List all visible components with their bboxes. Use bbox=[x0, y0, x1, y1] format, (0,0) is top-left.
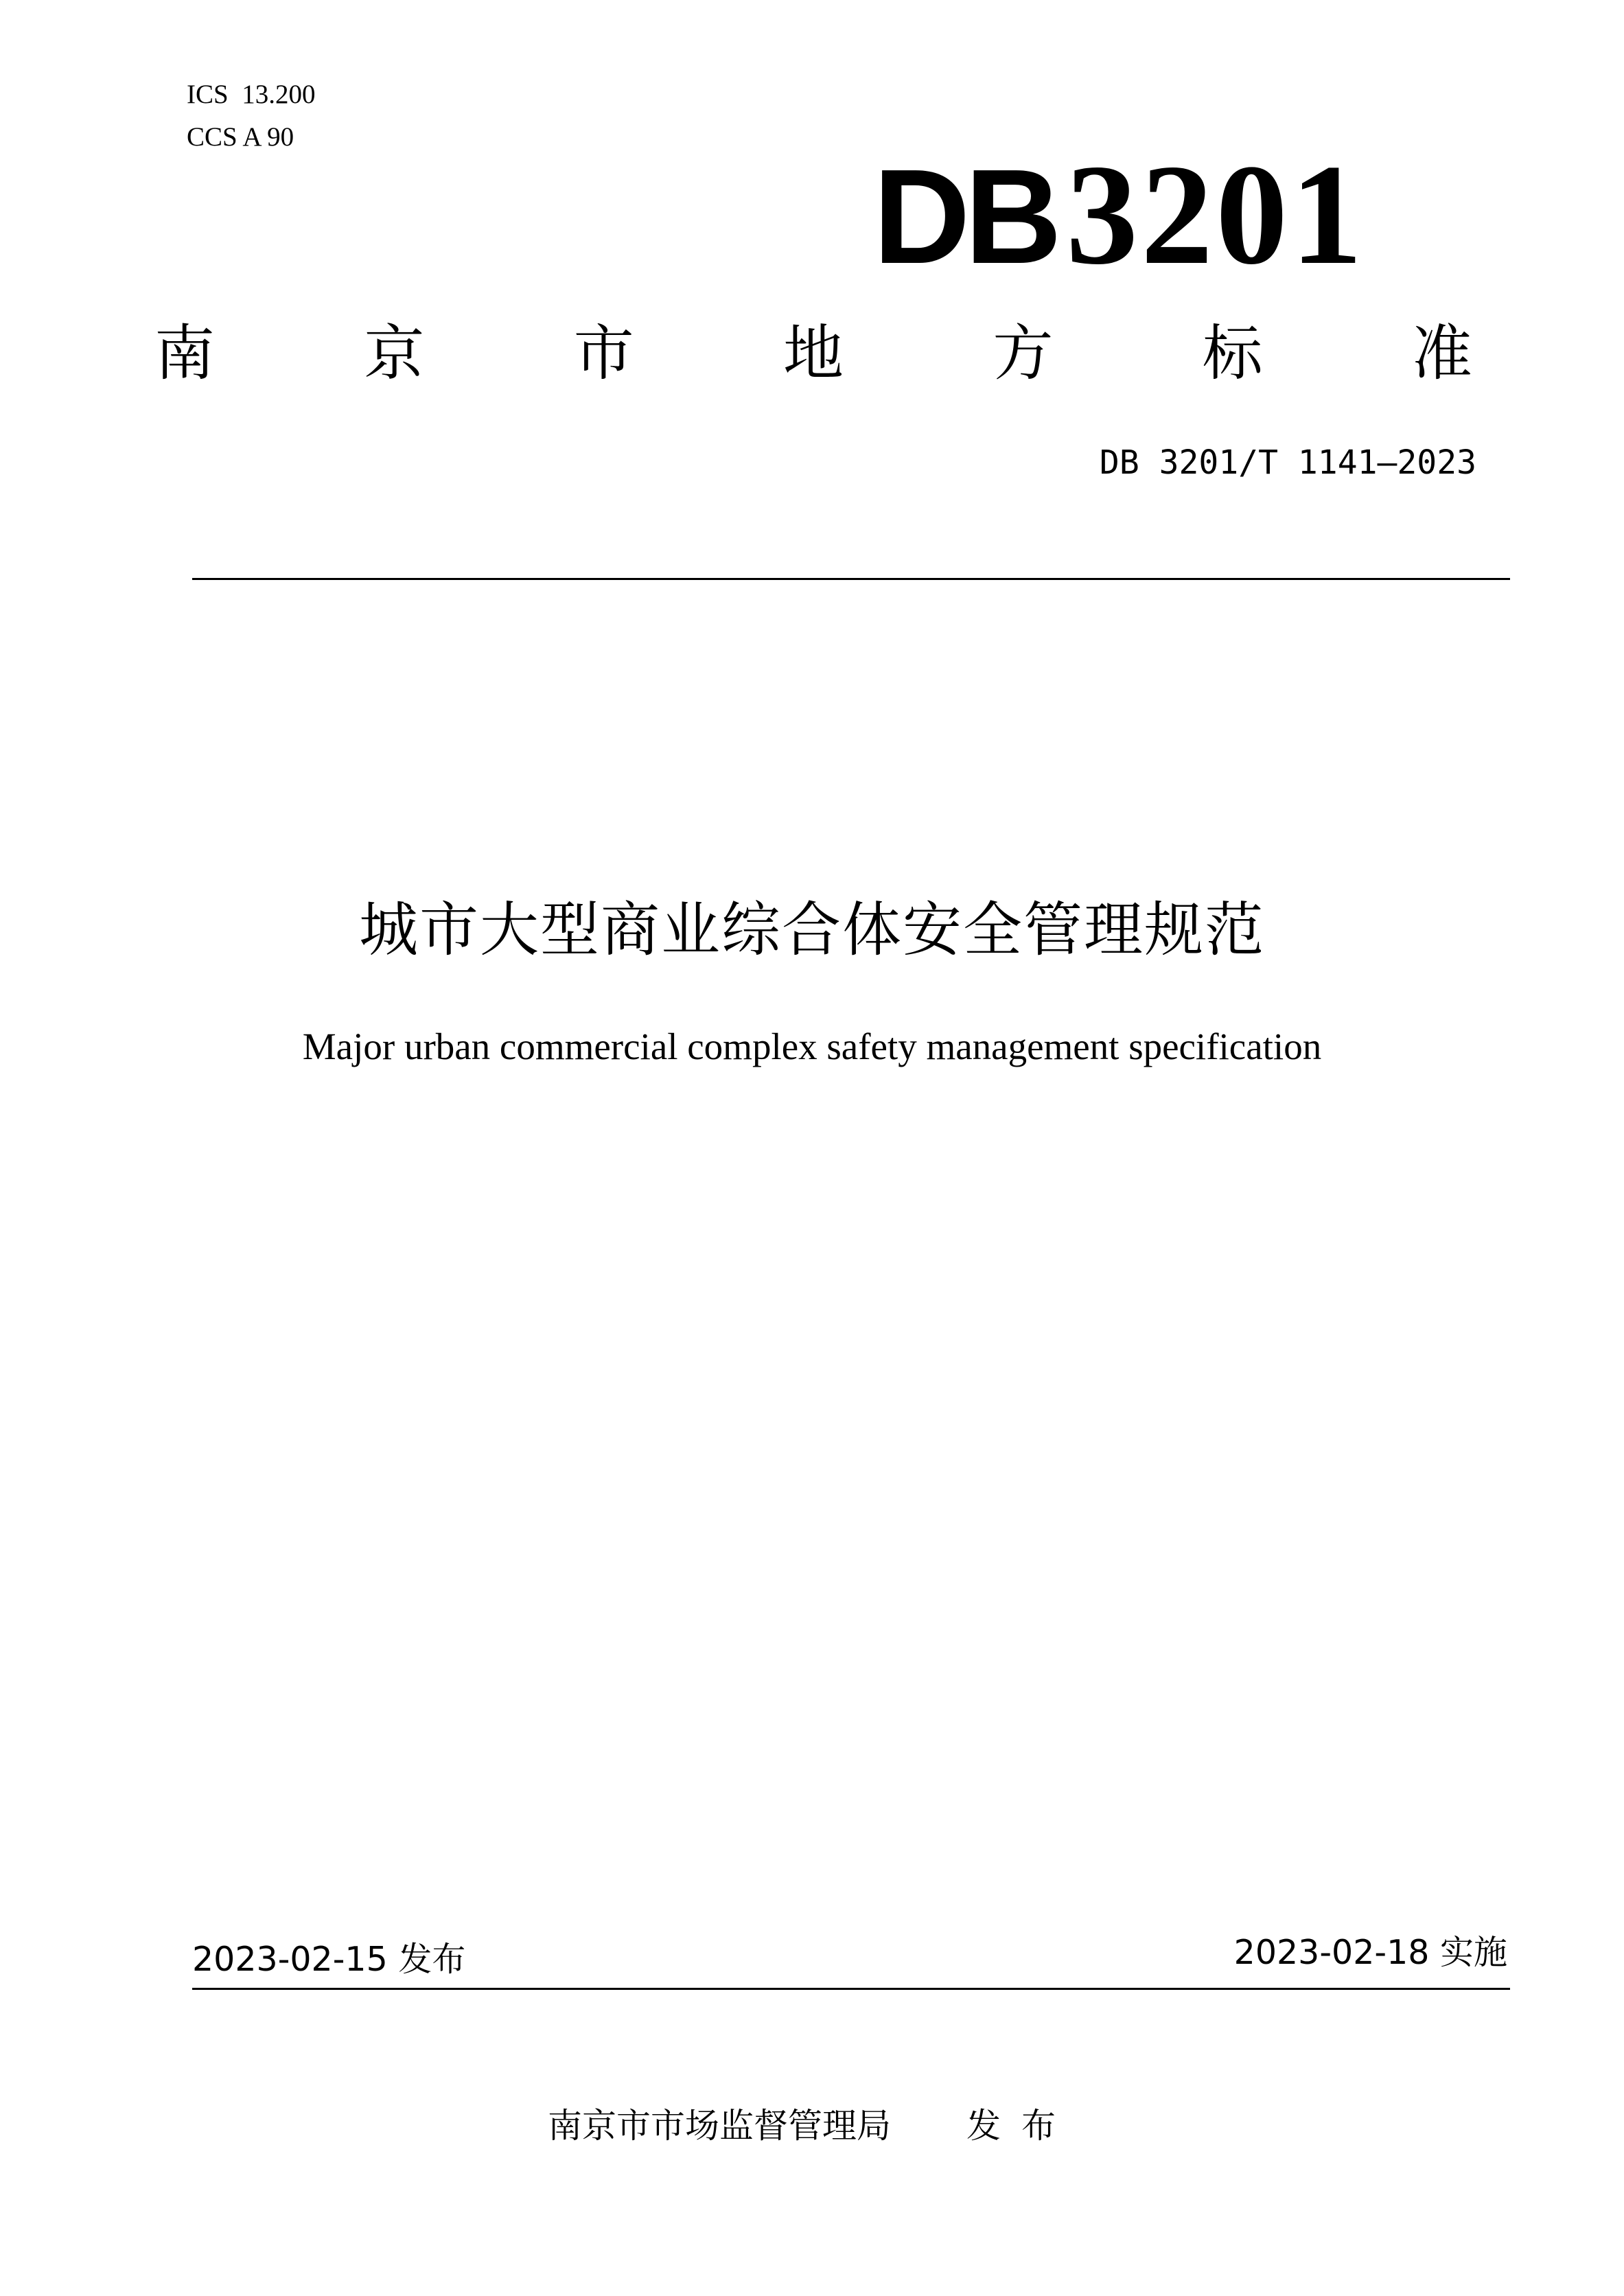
top-divider bbox=[192, 578, 1510, 580]
issuer-line bbox=[0, 2102, 1624, 2150]
standard-number: DB 3201/T 1141—2023 bbox=[1099, 443, 1476, 482]
category-char: 标 bbox=[1202, 318, 1263, 389]
db-logo bbox=[873, 135, 1395, 294]
implementation-date: 2023-02-18 实施 bbox=[1233, 1933, 1507, 1972]
ics-code: ICS 13.200 bbox=[187, 80, 316, 109]
title-chinese: 城市大型商业综合体安全管理规范 bbox=[359, 896, 1265, 964]
bottom-divider bbox=[192, 1988, 1510, 1990]
category-char: 方 bbox=[993, 318, 1054, 389]
logo-region-code: 3201 bbox=[1066, 135, 1366, 294]
issuer-name: 南京市市场监督管理局 bbox=[548, 2106, 891, 2146]
logo-db-letters: DB bbox=[873, 141, 1057, 292]
title-english: Major urban commercial complex safety management specification bbox=[302, 1025, 1322, 1067]
category-char: 京 bbox=[364, 318, 425, 389]
ccs-code: CCS A 90 bbox=[187, 122, 294, 152]
publish-date: 2023-02-15 发布 bbox=[192, 1940, 466, 1979]
category-char: 准 bbox=[1411, 318, 1472, 389]
standard-category-title bbox=[154, 316, 1472, 391]
issue-label: 发布 bbox=[966, 2106, 1076, 2146]
category-char: 市 bbox=[573, 318, 634, 389]
category-char: 南 bbox=[154, 318, 216, 389]
category-char: 地 bbox=[782, 318, 844, 389]
